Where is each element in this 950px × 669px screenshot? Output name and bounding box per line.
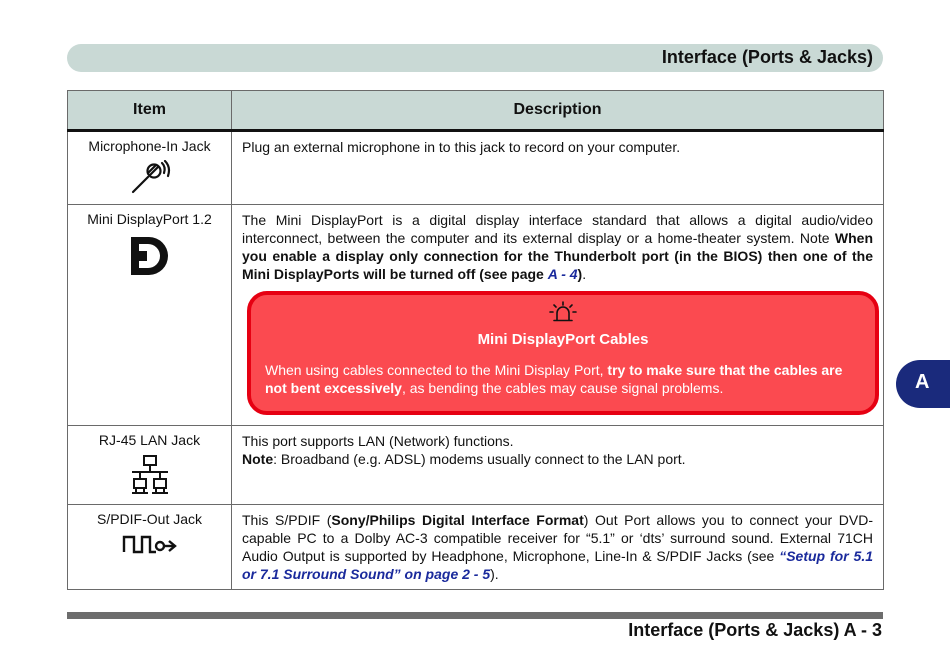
lan-note (242, 450, 873, 468)
item-cell (68, 426, 232, 505)
alarm-warning-icon (548, 301, 578, 323)
table-header-row (68, 91, 884, 131)
warning-callout (247, 291, 879, 415)
item-label: Microphone-In Jack (88, 138, 211, 154)
ports-table (67, 90, 884, 590)
description-text: Plug an external microphone in to this jack to record on your computer. (242, 139, 681, 155)
column-header-item: Item (68, 91, 232, 131)
page-link-a-4[interactable]: A - 4 (547, 266, 578, 282)
description-cell (232, 426, 884, 505)
note-label: Note (242, 451, 274, 467)
callout-text-bold: try to make sure that the cables are not bent excessively (265, 362, 843, 396)
description-text-pre: This S/PDIF ( (242, 512, 332, 528)
item-label: S/PDIF-Out Jack (96, 511, 203, 527)
table-row (68, 505, 884, 590)
callout-text (265, 361, 861, 397)
spdif-out-icon (122, 533, 178, 555)
description-bold-end: ) (577, 266, 583, 282)
description-cell (232, 505, 884, 590)
description-end: ). (490, 566, 499, 582)
description-bold: Sony/Philips Digital Interface Format (331, 512, 584, 528)
footer-bar (67, 612, 883, 619)
microphone-icon (128, 160, 172, 196)
page-footer-title: Interface (Ports & Jacks) A - 3 (628, 620, 882, 640)
side-tab-label: A (915, 371, 930, 393)
item-label: Mini DisplayPort 1.2 (87, 211, 212, 227)
table-row (68, 205, 884, 426)
description-text: The Mini DisplayPort is a digital display interface standard that allows a digital audio/video interconnect, between the computer and its external display or a home-theater system. Note (242, 212, 873, 246)
header-bar (67, 44, 883, 72)
column-header-description: Description (232, 91, 884, 131)
description-bold-note: When you enable a display only connection for the Thunderbolt port (in the BIOS) then one of the Mini DisplayPorts will be turned off (see page (242, 230, 873, 282)
surround-sound-setup-link[interactable]: “Setup for 5.1 or 7.1 Surround Sound” on page 2 - 5 (242, 548, 873, 582)
table-row (68, 426, 884, 505)
item-label: RJ-45 LAN Jack (98, 432, 201, 448)
table-row (68, 131, 884, 205)
item-cell (68, 505, 232, 590)
callout-text-pre: When using cables connected to the Mini Display Port, (265, 362, 608, 378)
description-text-mid: ) Out Port allows you to connect your DVD-capable PC to a Dolby AC-3 compatible receiver for “5.1” or ‘dts’ surround sound. External 71CH Audio Output is supported by Headphone, Microphone, Line-In & S/PDIF Jacks (see (242, 512, 873, 564)
description-end: . (582, 266, 587, 282)
lan-network-icon (128, 454, 172, 496)
callout-text-post: , as bending the cables may cause signal problems. (401, 380, 724, 396)
callout-title: Mini DisplayPort Cables (477, 331, 649, 348)
page-header-title: Interface (Ports & Jacks) (661, 47, 873, 67)
displayport-icon (127, 233, 173, 279)
appendix-side-tab (896, 360, 950, 408)
description-cell (232, 205, 884, 426)
note-text: : Broadband (e.g. ADSL) modems usually connect to the LAN port. (273, 451, 686, 467)
description-text: This port supports LAN (Network) functions. (242, 433, 514, 449)
item-cell (68, 131, 232, 205)
description-cell (232, 131, 884, 205)
item-cell (68, 205, 232, 426)
